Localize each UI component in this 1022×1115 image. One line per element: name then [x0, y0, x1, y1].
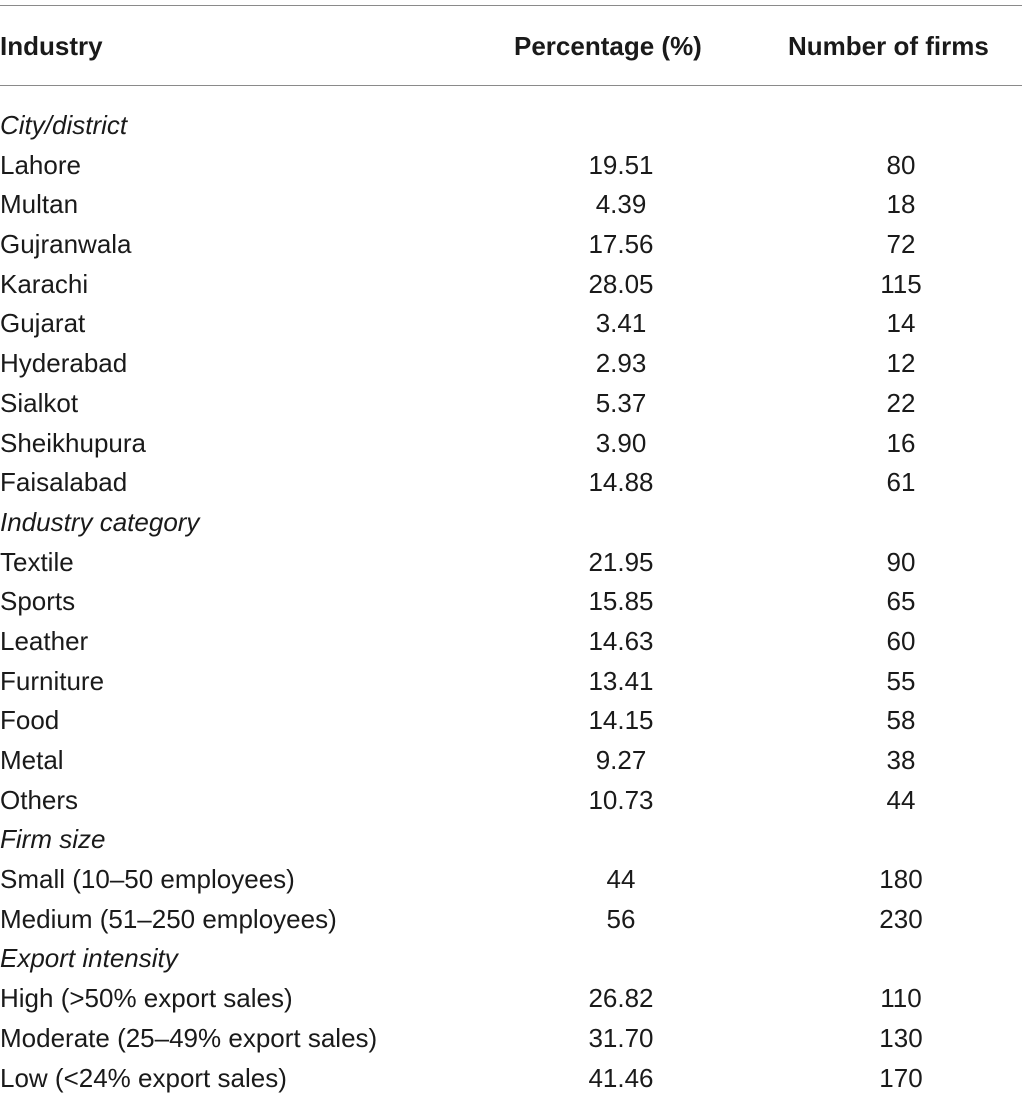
row-label: Others — [0, 784, 79, 815]
row-label: Metal — [0, 745, 64, 775]
firms-cell: 61 — [886, 467, 916, 498]
section-header-row — [0, 503, 1022, 543]
table-row — [0, 662, 1022, 702]
firms-cell: 115 — [880, 268, 922, 299]
row-label: Moderate (25–49% export sales) — [0, 1022, 378, 1053]
row-label: Sheikhupura — [0, 427, 146, 458]
row-label: Gujarat — [0, 308, 86, 339]
percentage-cell: 15.85 — [588, 586, 654, 617]
firms-cell: 80 — [886, 149, 916, 180]
table-row — [0, 1019, 1022, 1059]
percentage-cell: 26.82 — [588, 983, 654, 1014]
row-label: Small (10–50 employees) — [0, 864, 295, 895]
row-label: Gujranwala — [0, 229, 132, 260]
percentage-cell: 4.39 — [595, 189, 647, 220]
percentage-cell: 56 — [606, 903, 636, 934]
percentage-cell: 28.05 — [588, 268, 654, 299]
firms-cell: 55 — [886, 665, 916, 696]
row-label: Karachi — [0, 268, 89, 299]
percentage-cell: 14.88 — [588, 467, 654, 498]
table-row — [0, 185, 1022, 225]
table-row — [0, 781, 1022, 821]
percentage-cell: 13.41 — [588, 665, 654, 696]
firms-cell: 110 — [880, 983, 922, 1014]
firms-cell: 130 — [879, 1022, 923, 1053]
row-label: Leather — [0, 625, 89, 656]
percentage-cell: 31.70 — [588, 1022, 654, 1053]
section-header-row — [0, 106, 1022, 146]
table-row — [0, 582, 1022, 622]
table-row — [0, 265, 1022, 305]
row-label: Medium (51–250 employees) — [0, 903, 337, 934]
firms-cell: 65 — [886, 586, 916, 617]
firms-cell: 170 — [879, 1062, 923, 1093]
percentage-cell: 10.73 — [588, 784, 654, 815]
table-row — [0, 741, 1022, 781]
table-row — [0, 701, 1022, 741]
firms-cell: 14 — [886, 308, 916, 339]
firms-cell: 44 — [886, 784, 916, 815]
header-number-of-firms: Number of firms — [788, 31, 989, 61]
table-row — [0, 979, 1022, 1019]
percentage-cell: 2.93 — [595, 348, 647, 379]
table-row — [0, 900, 1022, 940]
firms-cell: 22 — [886, 387, 916, 418]
percentage-cell: 3.41 — [595, 308, 647, 339]
firms-cell: 180 — [879, 864, 923, 895]
table-row — [0, 622, 1022, 662]
firms-cell: 18 — [886, 189, 916, 220]
row-label: Furniture — [0, 665, 105, 696]
percentage-cell: 5.37 — [595, 387, 647, 418]
firms-cell: 12 — [886, 348, 916, 379]
section-label: City/district — [0, 110, 128, 140]
header-percentage: Percentage (%) — [514, 31, 702, 61]
section-header-row — [0, 820, 1022, 860]
percentage-cell: 14.63 — [588, 625, 654, 656]
row-label: Hyderabad — [0, 348, 128, 379]
firms-cell: 230 — [879, 903, 923, 934]
section-header-row — [0, 939, 1022, 979]
row-label: Low (<24% export sales) — [0, 1062, 287, 1093]
percentage-cell: 41.46 — [588, 1062, 654, 1093]
firms-cell: 90 — [886, 546, 916, 577]
table-row — [0, 344, 1022, 384]
row-label: Sialkot — [0, 387, 79, 418]
section-label: Firm size — [0, 824, 106, 855]
firms-cell: 38 — [886, 745, 916, 775]
row-label: Food — [0, 705, 60, 736]
table-row — [0, 543, 1022, 583]
row-label: Faisalabad — [0, 467, 128, 498]
firms-cell: 72 — [886, 229, 916, 260]
table-row — [0, 304, 1022, 344]
percentage-cell: 19.51 — [588, 149, 654, 180]
firms-cell: 16 — [886, 427, 916, 458]
table-row — [0, 463, 1022, 503]
percentage-cell: 9.27 — [595, 745, 647, 775]
table-header-rule — [0, 85, 1022, 86]
percentage-cell: 14.15 — [588, 705, 654, 736]
header-industry: Industry — [0, 31, 103, 61]
table-row — [0, 860, 1022, 900]
table-row — [0, 146, 1022, 186]
percentage-cell: 3.90 — [595, 427, 647, 458]
table-row — [0, 424, 1022, 464]
row-label: Sports — [0, 586, 76, 617]
percentage-cell: 21.95 — [588, 546, 654, 577]
table-header-row — [0, 28, 1022, 64]
percentage-cell: 44 — [606, 864, 636, 895]
table-row — [0, 1059, 1022, 1099]
row-label: Lahore — [0, 149, 81, 180]
row-label: High (>50% export sales) — [0, 983, 293, 1014]
table-row — [0, 384, 1022, 424]
row-label: Multan — [0, 189, 79, 220]
percentage-cell: 17.56 — [588, 229, 654, 260]
firms-cell: 58 — [886, 705, 916, 736]
section-label: Export intensity — [0, 943, 178, 974]
table-body — [0, 106, 1022, 1098]
table-row — [0, 225, 1022, 265]
section-label: Industry category — [0, 506, 200, 537]
table-top-rule — [0, 5, 1022, 6]
firms-cell: 60 — [886, 625, 916, 656]
row-label: Textile — [0, 546, 74, 577]
